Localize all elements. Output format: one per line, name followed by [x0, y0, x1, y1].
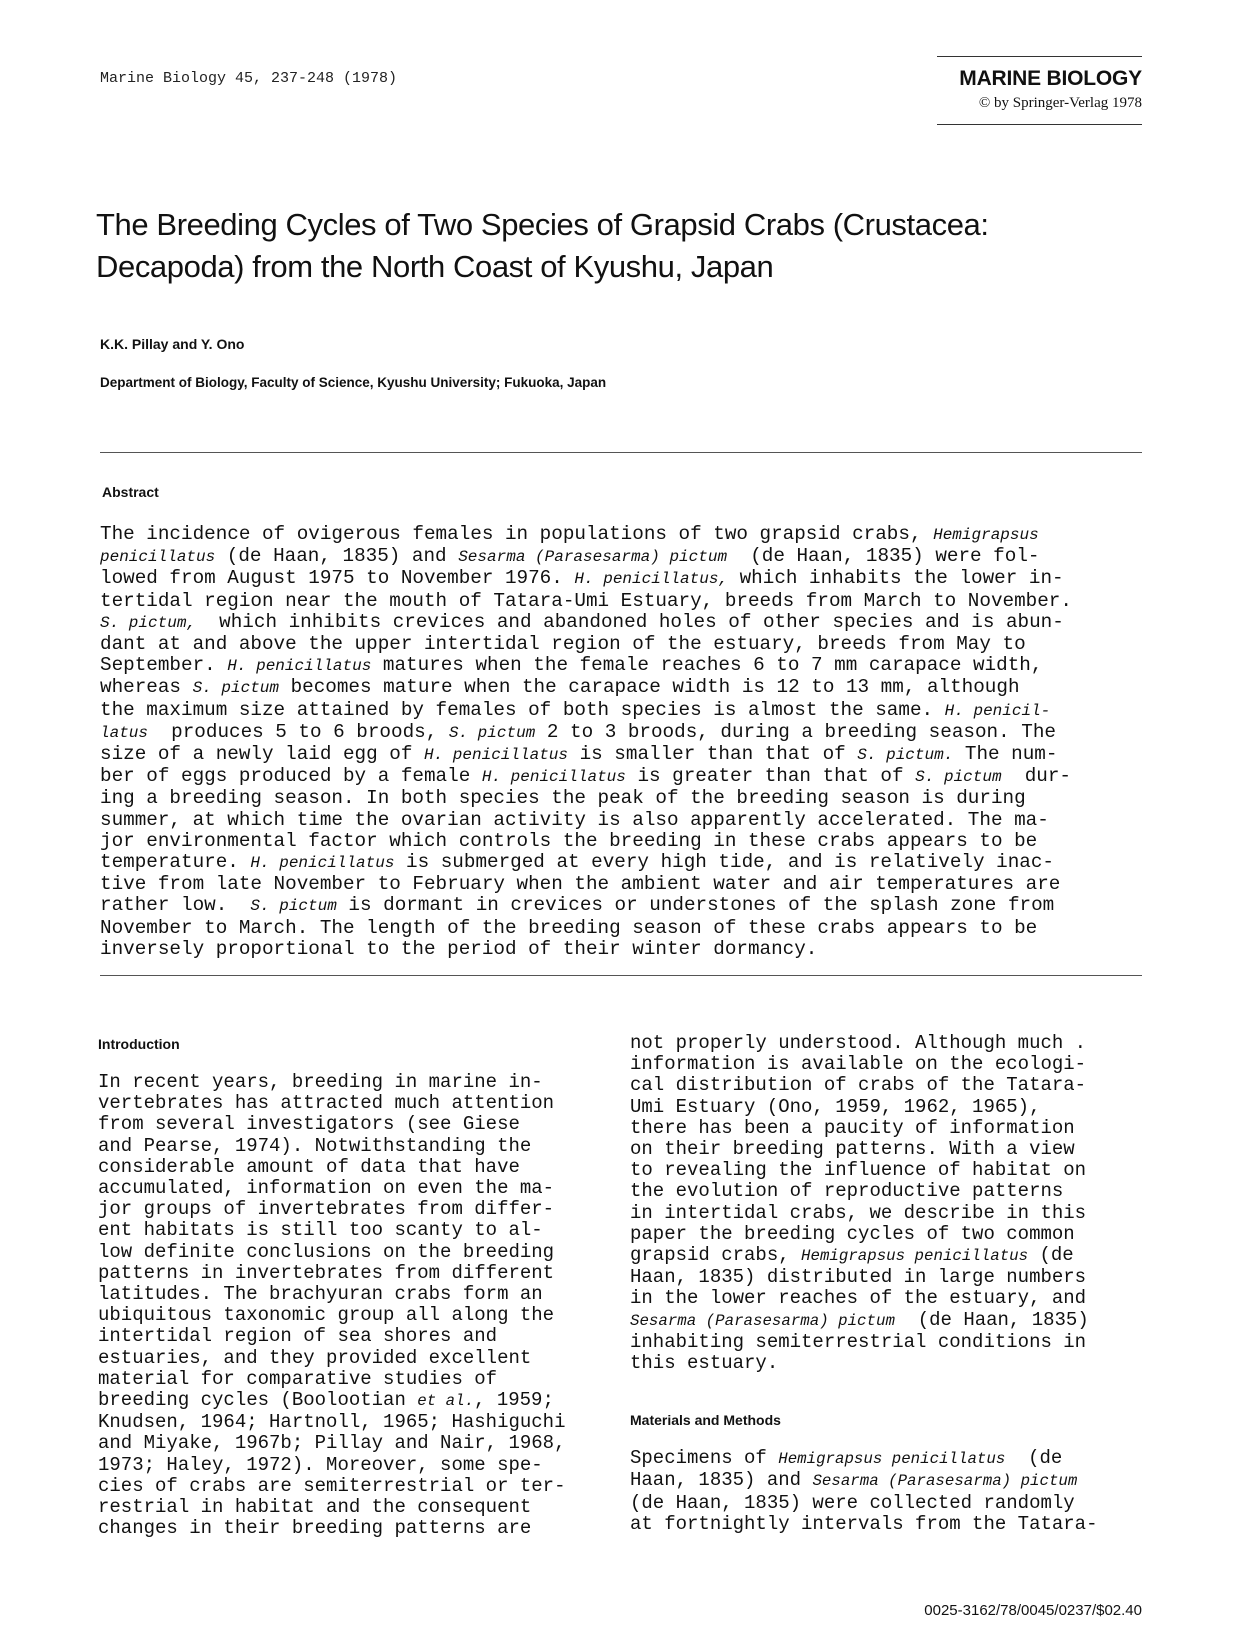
journal-box-top-rule — [937, 56, 1142, 57]
paper-title-line: Decapoda) from the North Coast of Kyushu, Japan — [96, 249, 774, 284]
text-line — [98, 1136, 618, 1157]
introduction-section — [98, 1036, 618, 1539]
text-line — [630, 1097, 1150, 1118]
text-line — [630, 1160, 1150, 1181]
text-run: information is available on the ecologi- — [630, 1053, 1087, 1076]
text-run: September. — [100, 654, 228, 677]
text-run: cal distribution of crabs of the Tatara- — [630, 1074, 1087, 1097]
text-run: Specimens of — [630, 1447, 779, 1470]
text-run: which inhabits the lower in- — [728, 567, 1064, 590]
text-run: to revealing the influence of habitat on — [630, 1159, 1087, 1182]
text-run: size of a newly laid egg of — [100, 743, 424, 766]
text-run: matures when the female reaches 6 to 7 mm carapace width, — [371, 654, 1043, 677]
text-run: not properly understood. Although much . — [630, 1032, 1087, 1054]
journal-box-bottom-rule — [937, 124, 1142, 125]
journal-name: MARINE BIOLOGY — [959, 67, 1142, 90]
text-run: becomes mature when the carapace width is 12 to 13 mm, although — [279, 676, 1020, 699]
text-line — [98, 1326, 618, 1347]
text-run: and Pearse, 1974). Notwithstanding the — [98, 1134, 532, 1157]
text-line — [100, 722, 1152, 744]
text-run: (de Haan, 1835) were fol- — [727, 545, 1040, 568]
text-line — [98, 1199, 618, 1220]
italic-term: S. pictum — [915, 768, 1002, 787]
text-run: (de — [1005, 1447, 1063, 1470]
right-column — [630, 1033, 1150, 1535]
text-run: jor environmental factor which controls the breeding in these crabs appears to be — [100, 829, 1038, 852]
italic-term: Sesarma (Parasesarma) pictum — [458, 548, 728, 567]
text-run: vertebrates has attracted much attention — [98, 1092, 555, 1115]
text-run: 2 to 3 broods, during a breeding season. The — [535, 720, 1056, 743]
text-line — [100, 939, 1152, 960]
text-run: is smaller than that of — [568, 743, 858, 766]
text-line — [630, 1448, 1150, 1470]
affiliation: Department of Biology, Faculty of Science, Kyushu University; Fukuoka, Japan — [100, 375, 607, 390]
text-run: paper the breeding cycles of two common — [630, 1222, 1075, 1245]
text-line — [630, 1139, 1150, 1160]
text-run: dant at and above the upper intertidal region of the estuary, breeds from May to — [100, 633, 1026, 656]
text-line — [100, 591, 1152, 612]
italic-term: S. pictum — [448, 723, 536, 742]
text-run: (de Haan, 1835) and — [215, 545, 459, 568]
abstract-top-rule — [100, 452, 1142, 453]
text-run: from several investigators (see Giese — [98, 1113, 520, 1136]
text-run: tertidal region near the mouth of Tatara-Umi Estuary, breeds from March to November. — [100, 589, 1072, 612]
text-run: temperature. — [100, 851, 251, 874]
text-run: low definite conclusions on the breeding — [98, 1240, 555, 1263]
text-line — [98, 1093, 618, 1114]
text-line — [630, 1075, 1150, 1096]
text-line — [98, 1305, 618, 1326]
text-run: at fortnightly intervals from the Tatara- — [630, 1512, 1098, 1535]
text-line — [98, 1497, 618, 1518]
introduction-heading: Introduction — [98, 1036, 180, 1052]
italic-term: H. penicil- — [944, 701, 1051, 720]
italic-term: Hemigrapsus penicillatus — [778, 1450, 1006, 1469]
text-run: and Miyake, 1967b; Pillay and Nair, 1968, — [98, 1432, 566, 1455]
text-run: material for comparative studies of — [98, 1367, 498, 1390]
methods-heading: Materials and Methods — [630, 1412, 781, 1429]
italic-term: Hemigrapsus penicillatus — [801, 1247, 1029, 1266]
italic-term: H. penicillatus, — [574, 570, 729, 589]
text-line — [98, 1476, 618, 1497]
text-run: ber of eggs produced by a female — [100, 765, 482, 788]
text-run: estuaries, and they provided excellent — [98, 1346, 532, 1369]
text-run: this estuary. — [630, 1352, 779, 1375]
italic-term: H. penicillatus — [481, 768, 626, 787]
text-run: is submerged at every high tide, and is relatively inac- — [394, 851, 1054, 874]
text-run: ubiquitous taxonomic group all along the — [98, 1304, 555, 1327]
text-line — [98, 1178, 618, 1199]
abstract-bottom-rule — [100, 975, 1142, 976]
text-run: dur- — [1001, 765, 1072, 788]
text-run: produces 5 to 6 broods, — [148, 720, 449, 743]
text-run: (de Haan, 1835) were collected randomly — [630, 1491, 1075, 1514]
italic-term: H. penicillatus — [250, 854, 395, 873]
text-line — [100, 810, 1152, 831]
text-run: ing a breeding season. In both species the peak of the breeding season is during — [100, 787, 1026, 810]
italic-term: Sesarma (Parasesarma) pictum — [630, 1311, 895, 1330]
text-run: latitudes. The brachyuran crabs form an — [98, 1283, 543, 1306]
italic-term: H. penicillatus — [227, 657, 372, 676]
text-line — [630, 1288, 1150, 1309]
journal-citation: Marine Biology 45, 237-248 (1978) — [100, 70, 398, 87]
text-run: the maximum size attained by females of both species is almost the same. — [100, 698, 945, 721]
abstract-body — [100, 524, 1152, 960]
text-line — [100, 546, 1152, 568]
text-run: in the lower reaches of the estuary, and — [630, 1287, 1087, 1310]
text-line — [100, 918, 1152, 939]
text-run: there has been a paucity of information — [630, 1116, 1075, 1139]
italic-term: S. pictum — [250, 897, 337, 916]
italic-term: penicillatus — [100, 548, 216, 567]
abstract-heading: Abstract — [102, 484, 159, 500]
text-run: intertidal region of sea shores and — [98, 1325, 498, 1348]
text-line — [630, 1181, 1150, 1202]
text-line — [100, 568, 1152, 590]
italic-term: S. pictum — [192, 679, 279, 698]
text-run: inhabiting semiterrestrial conditions in — [630, 1330, 1087, 1353]
text-run: changes in their breeding patterns are — [98, 1517, 532, 1540]
methods-body — [630, 1448, 1150, 1535]
text-run: accumulated, information on even the ma- — [98, 1177, 555, 1200]
italic-term: S. pictum, — [100, 613, 197, 632]
text-run: restrial in habitat and the consequent — [98, 1496, 532, 1519]
italic-term: Hemigrapsus — [933, 526, 1039, 544]
text-line — [98, 1518, 618, 1539]
text-run: (de Haan, 1835) — [894, 1308, 1089, 1331]
text-run: the evolution of reproductive patterns — [630, 1180, 1064, 1203]
text-line — [630, 1332, 1150, 1353]
text-run: The num- — [953, 743, 1058, 766]
text-line — [100, 852, 1152, 874]
text-line — [100, 744, 1152, 766]
text-run: inversely proportional to the period of their winter dormancy. — [100, 937, 818, 960]
text-line — [100, 524, 1152, 546]
text-line — [630, 1470, 1150, 1492]
text-run: in intertidal crabs, we describe in this — [630, 1201, 1087, 1224]
text-line — [630, 1203, 1150, 1224]
text-run: (de — [1028, 1244, 1074, 1267]
text-run: cies of crabs are semiterrestrial or ter- — [98, 1474, 566, 1497]
italic-term: et al. — [417, 1392, 475, 1411]
introduction-continued-body — [630, 1033, 1150, 1374]
text-line — [630, 1118, 1150, 1139]
text-line — [98, 1390, 618, 1412]
text-line — [98, 1263, 618, 1284]
text-run: The incidence of ovigerous females in populations of two grapsid crabs, — [100, 523, 934, 545]
text-line — [630, 1033, 1150, 1054]
text-line — [98, 1220, 618, 1241]
text-line — [100, 788, 1152, 809]
text-line — [100, 612, 1152, 634]
text-run: November to March. The length of the breeding season of these crabs appears to be — [100, 916, 1038, 939]
text-run: is greater than that of — [625, 765, 916, 788]
text-run: tive from late November to February when the ambient water and air temperatures are — [100, 873, 1061, 896]
text-line — [98, 1369, 618, 1390]
text-line — [98, 1284, 618, 1305]
text-run: considerable amount of data that have — [98, 1155, 520, 1178]
text-run: , 1959; — [474, 1389, 554, 1412]
text-run: breeding cycles (Boolootian — [98, 1389, 418, 1412]
text-line — [98, 1412, 618, 1433]
text-line — [630, 1054, 1150, 1075]
text-line — [630, 1224, 1150, 1245]
italic-term: S. pictum. — [857, 746, 954, 765]
text-line — [100, 831, 1152, 852]
text-line — [98, 1157, 618, 1178]
text-line — [100, 677, 1152, 699]
text-line — [100, 895, 1152, 917]
text-line — [98, 1348, 618, 1369]
introduction-body — [98, 1072, 618, 1539]
text-line — [630, 1493, 1150, 1514]
text-run: In recent years, breeding in marine in- — [98, 1071, 543, 1093]
text-run: is dormant in crevices or understones of the splash zone from — [336, 894, 1055, 917]
text-line — [630, 1514, 1150, 1535]
issn-code: 0025-3162/78/0045/0237/$02.40 — [924, 1602, 1142, 1619]
text-run: Haan, 1835) distributed in large numbers — [630, 1266, 1087, 1289]
paper-title-line: The Breeding Cycles of Two Species of Grapsid Crabs (Crustacea: — [96, 207, 989, 242]
italic-term: H. penicillatus — [423, 746, 569, 765]
italic-term: latus — [100, 723, 149, 742]
text-run: Umi Estuary (Ono, 1959, 1962, 1965), — [630, 1095, 1041, 1118]
authors: K.K. Pillay and Y. Ono — [100, 336, 245, 352]
text-run: patterns in invertebrates from different — [98, 1261, 555, 1284]
text-run: rather low. — [100, 894, 251, 917]
text-line — [100, 766, 1152, 788]
text-line — [630, 1353, 1150, 1374]
text-line — [98, 1455, 618, 1476]
text-line — [100, 655, 1152, 677]
text-run: which inhibits crevices and abandoned holes of other species and is abun- — [196, 610, 1064, 633]
text-line — [98, 1433, 618, 1454]
text-line — [100, 874, 1152, 895]
text-line — [630, 1267, 1150, 1288]
text-line — [98, 1114, 618, 1135]
text-line — [98, 1242, 618, 1263]
paper-title — [96, 204, 1136, 288]
text-line — [630, 1310, 1150, 1332]
text-run: grapsid crabs, — [630, 1244, 802, 1267]
text-line — [98, 1072, 618, 1093]
text-run: Knudsen, 1964; Hartnoll, 1965; Hashiguchi — [98, 1411, 566, 1434]
italic-term: Sesarma (Parasesarma) pictum — [812, 1472, 1078, 1491]
text-run: ent habitats is still too scanty to al- — [98, 1219, 543, 1242]
text-run: lowed from August 1975 to November 1976. — [100, 567, 575, 590]
text-line — [630, 1245, 1150, 1267]
text-line — [100, 634, 1152, 655]
text-line — [100, 700, 1152, 722]
text-run: summer, at which time the ovarian activity is also apparently accelerated. The ma- — [100, 808, 1049, 831]
text-run: on their breeding patterns. With a view — [630, 1138, 1075, 1161]
text-run: whereas — [100, 676, 193, 699]
text-run: 1973; Haley, 1972). Moreover, some spe- — [98, 1453, 543, 1476]
text-run: jor groups of invertebrates from differ- — [98, 1198, 555, 1221]
text-run: Haan, 1835) and — [630, 1469, 813, 1492]
journal-copyright: © by Springer-Verlag 1978 — [978, 95, 1142, 111]
journal-box — [937, 56, 1142, 125]
